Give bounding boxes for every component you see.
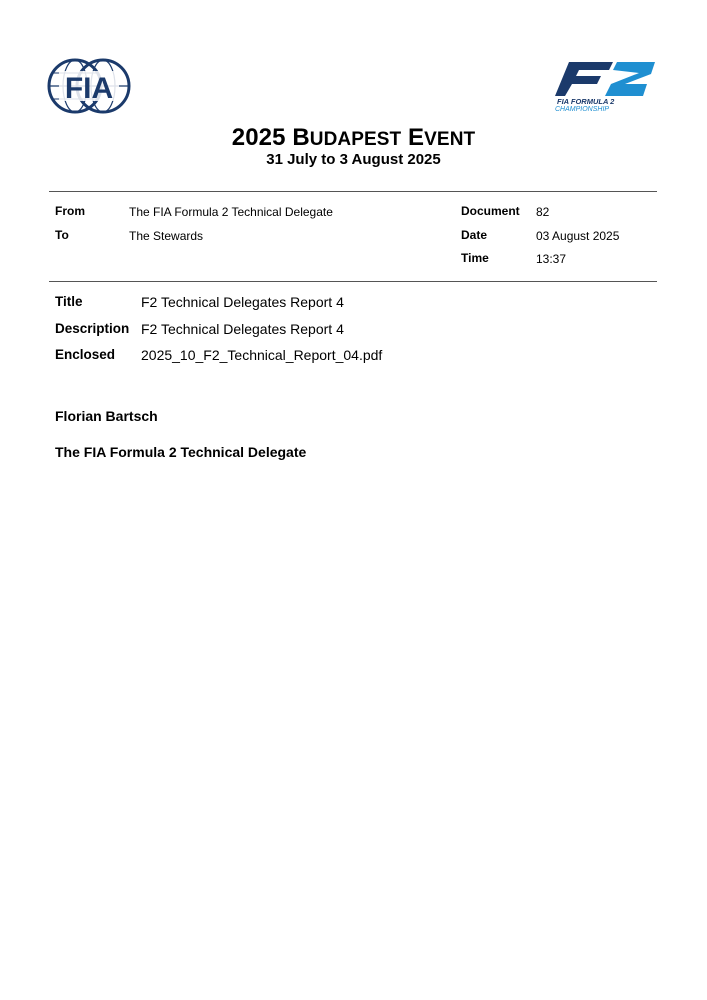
title-label: Title (55, 294, 83, 309)
to-value: The Stewards (129, 229, 204, 243)
f2-championship-logo (555, 60, 659, 112)
f2-logo-sub2: CHAMPIONSHIP (555, 106, 610, 112)
signatory-name: Florian Bartsch (55, 408, 158, 424)
event-year: 2025 (231, 124, 286, 151)
date-label: Date (461, 228, 488, 242)
fia-logo-text: FIA (64, 72, 114, 105)
document-label: Document (461, 204, 520, 218)
f2-logo-text: F2 (555, 60, 557, 61)
description-value: F2 Technical Delegates Report 4 (141, 321, 344, 337)
event-title (0, 124, 707, 152)
time-label: Time (461, 251, 489, 265)
header-divider-top (49, 191, 657, 192)
event-name-rest: UDAPEST (309, 129, 402, 150)
enclosed-value[interactable]: 2025_10_F2_Technical_Report_04.pdf (141, 347, 383, 363)
event-type-initial: E (408, 124, 425, 151)
header-divider-bottom (49, 281, 657, 282)
title-value: F2 Technical Delegates Report 4 (141, 294, 344, 310)
event-type-rest: VENT (424, 129, 476, 150)
from-label: From (55, 204, 85, 218)
signatory-role: The FIA Formula 2 Technical Delegate (55, 444, 307, 460)
time-value: 13:37 (536, 252, 567, 266)
fia-logo (47, 57, 131, 115)
date-value: 03 August 2025 (536, 229, 620, 243)
document-value: 82 (536, 205, 550, 219)
event-dates: 31 July to 3 August 2025 (266, 151, 441, 168)
description-label: Description (55, 321, 130, 336)
event-name-initial: B (292, 124, 310, 151)
to-label: To (55, 228, 69, 242)
from-value: The FIA Formula 2 Technical Delegate (129, 205, 333, 219)
enclosed-label: Enclosed (55, 347, 116, 362)
f2-logo-sub1: FIA FORMULA 2 (557, 97, 615, 106)
